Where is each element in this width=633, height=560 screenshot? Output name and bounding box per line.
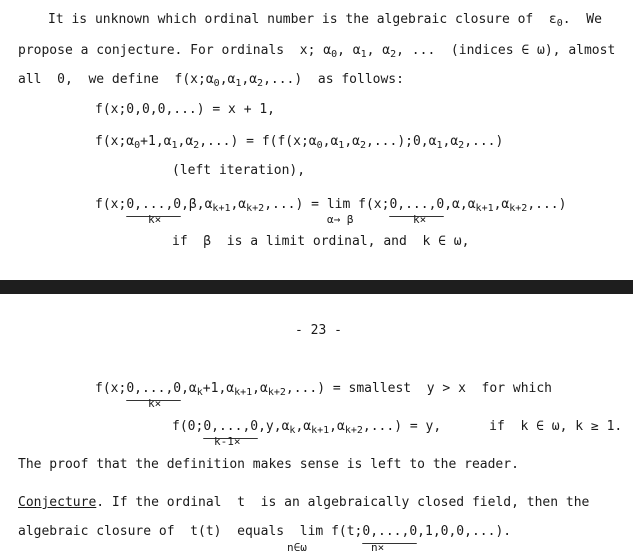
formula-line: $f(x;\alpha_0+1,\alpha_1,\alpha_2,...)$ = $f(f(x;\alpha_0,\alpha_1,\alpha_2,...);0,\alpha_1,\alpha_2,...)$ [95,134,504,151]
underbrace: 0,...,0 [362,524,418,539]
underbrace-label: k× [148,397,162,410]
text-line: propose a conjecture. For ordinals x; $\alpha_0$, $\alpha_1$, $\alpha_2$, ... (indices ∈ ω), almost [18,43,616,60]
underbrace-label: k× [413,213,427,226]
underbrace: 0,...,0 [126,197,182,212]
formula-line: $f(0;0,...,0,y,\alpha_k,\alpha_{k+1},\alpha_{k+2},...) = y$, if k ∈ ω, k ≥ 1. [172,419,623,436]
text-line: It is unknown which ordinal number is the algebraic closure of $\varepsilon_0$. We [48,12,602,29]
formula-line: if β is a limit ordinal, and k ∈ ω, [172,234,470,249]
text-line: The proof that the definition makes sense is left to the reader. [18,457,519,472]
formula-line: $f(x;0,...,0,\alpha_k+1,\alpha_{k+1},\alpha_{k+2},...)$ = smallest y > x for which [95,381,552,398]
underbrace: 0,...,0 [126,381,182,396]
page-break-band [0,280,633,294]
page-number: - 23 - [295,323,342,338]
underbrace-label: k× [148,213,162,226]
formula-line: $f(x;0,...,0,\beta,\alpha_{k+1},\alpha_{k+2},...) = \lim$ $f(x;0,...,0,\alpha,\alpha_{k+1},\alpha_{k+2},...)$ [95,197,567,214]
underbrace-label: n× [371,541,385,554]
text-line: Conjecture. If the ordinal t is an algebraically closed field, then the [18,495,590,510]
text-line: algebraic closure of t(t) equals lim f(t;0,...,0,1,0,0,...). [18,524,512,539]
text-line: all 0, we define $f(x;\alpha_0,\alpha_1,\alpha_2,...)$ as follows: [18,72,404,89]
limit-subscript: α→ β [327,213,354,226]
underbrace-label: k-1× [214,435,241,448]
limit-subscript: n∈ω [287,541,307,554]
conjecture-label: Conjecture [18,495,97,510]
underbrace: 0,...,0 [203,419,259,434]
underbrace: 0,...,0 [389,197,445,212]
formula-line: f(x;0,0,0,...) = x + 1, [95,102,276,117]
formula-note: (left iteration), [172,163,306,178]
